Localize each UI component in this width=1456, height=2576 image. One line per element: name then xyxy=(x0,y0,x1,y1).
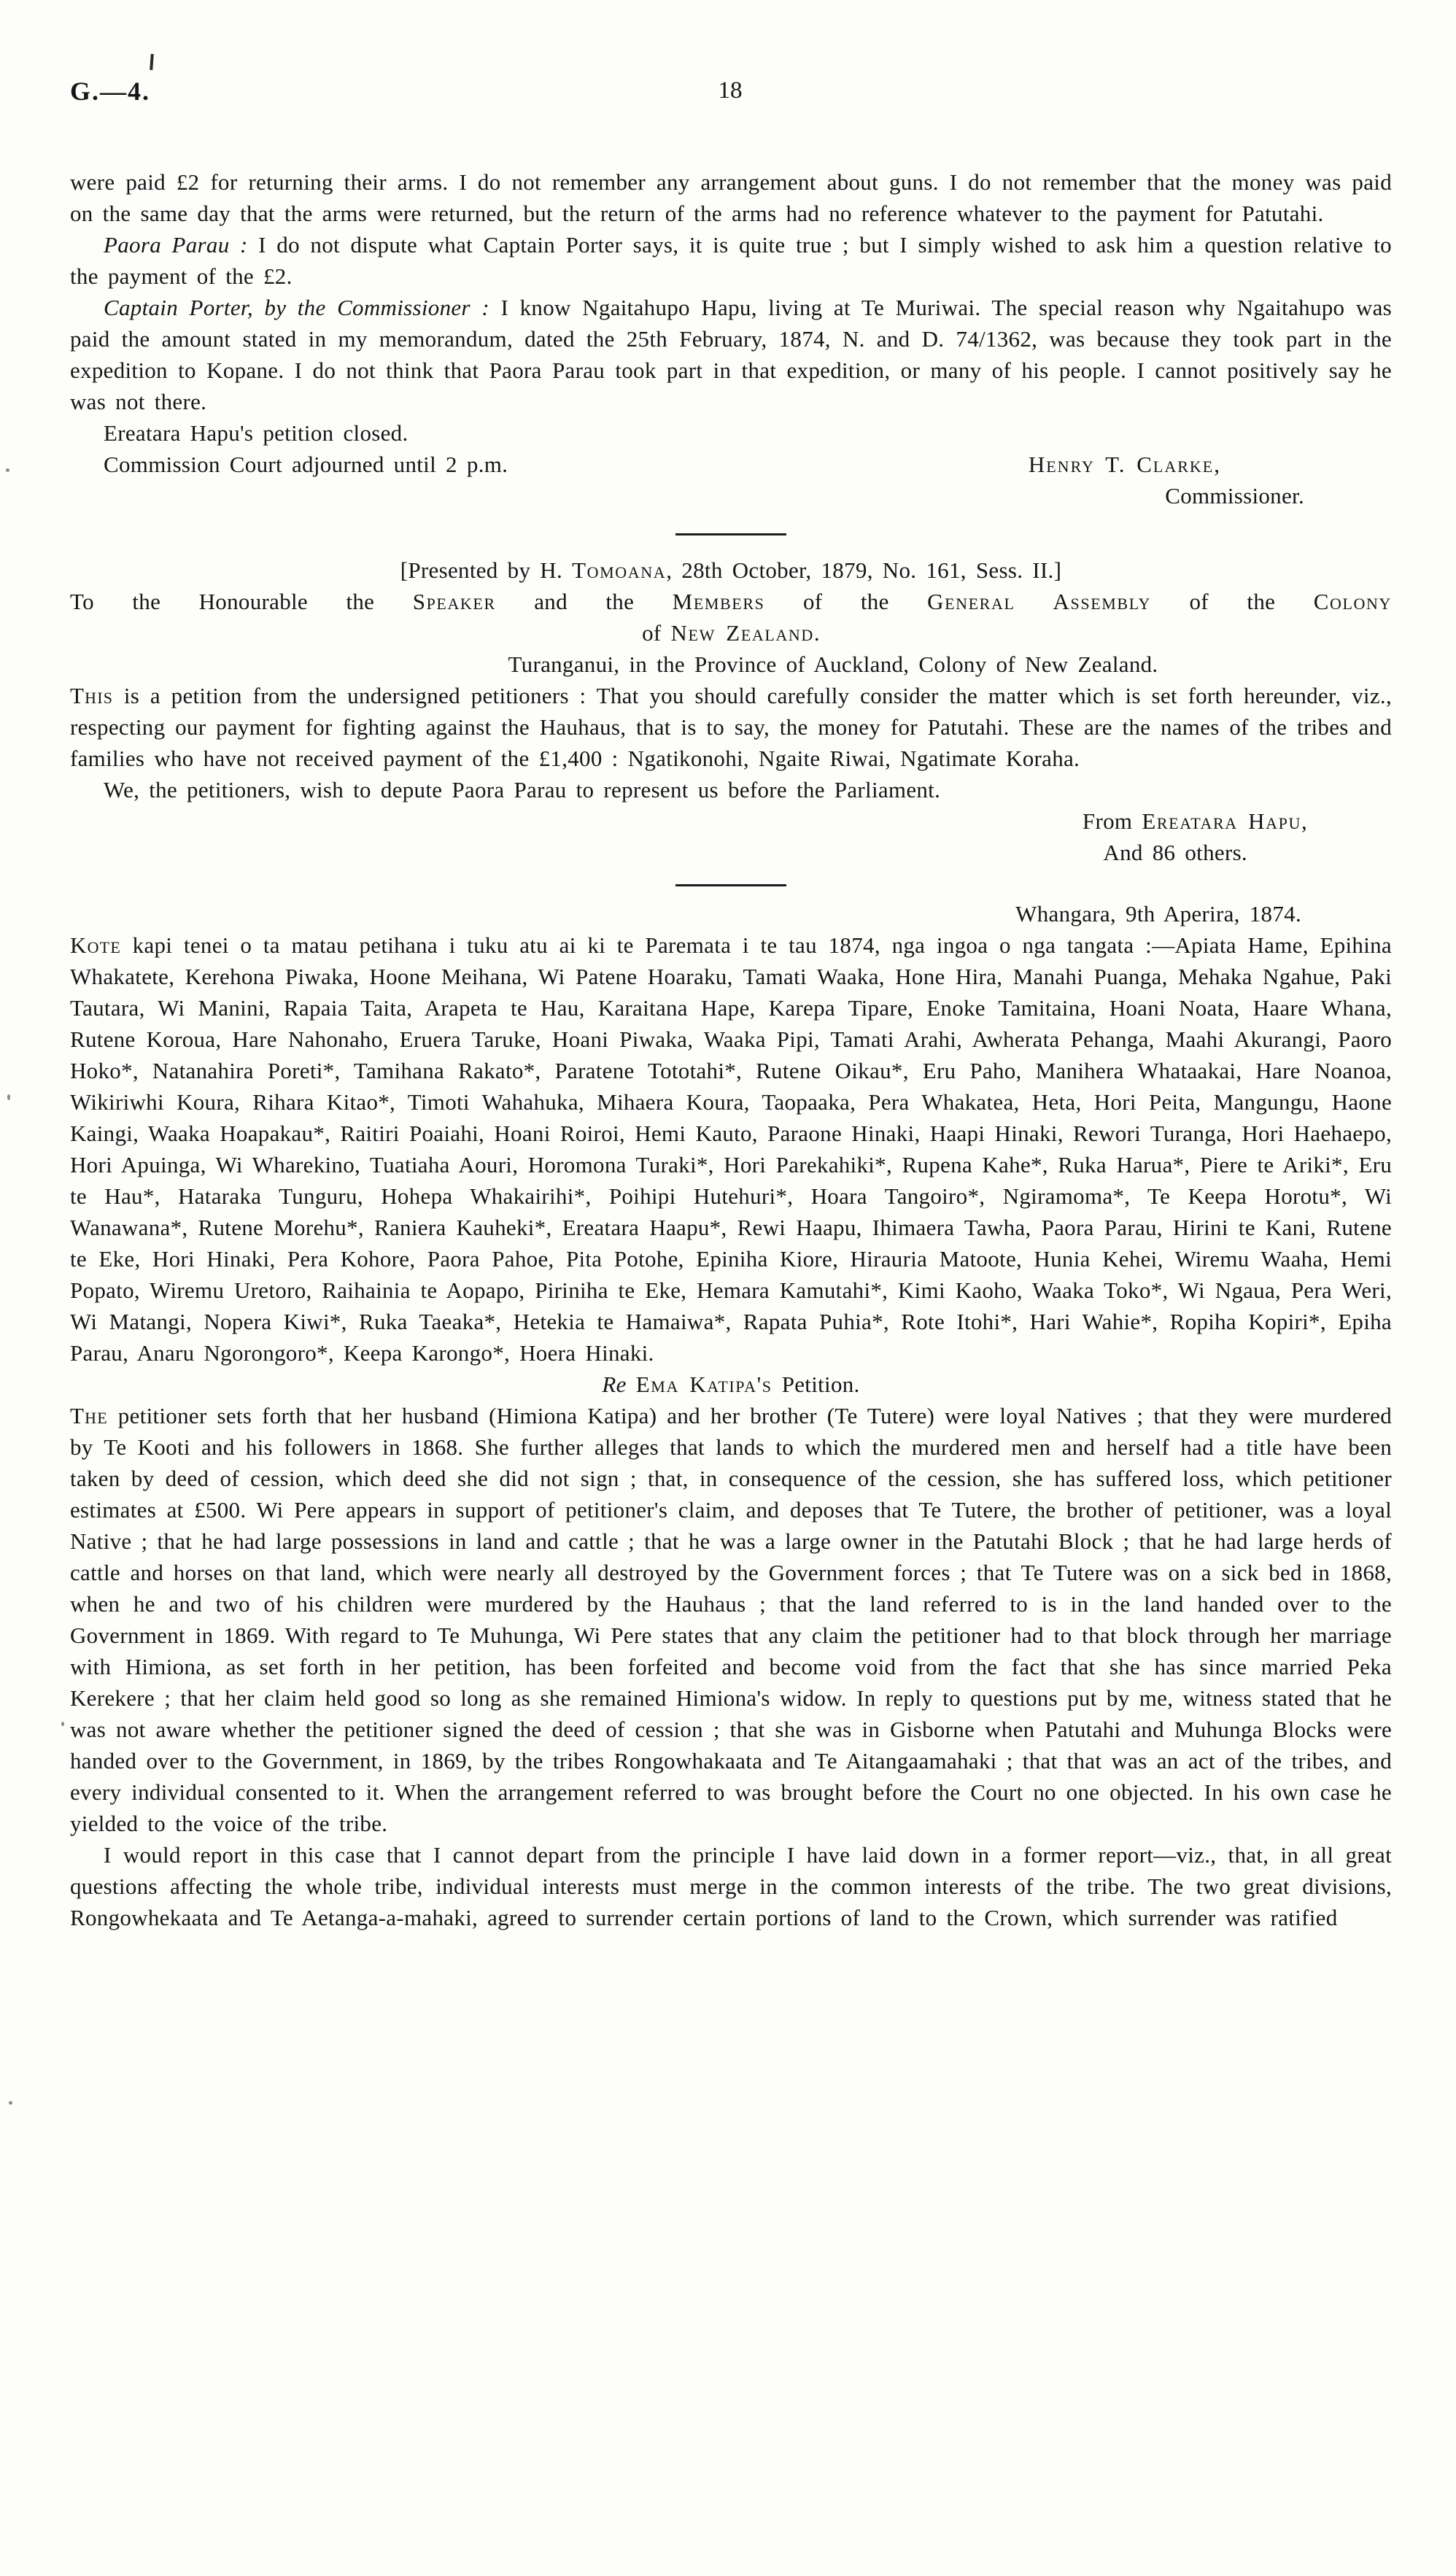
scan-artifact xyxy=(150,54,154,70)
salutation-general-assembly: General Assembly xyxy=(927,589,1152,614)
heading-petitioner-name: Ema Katipa's xyxy=(635,1372,772,1397)
petition-date-line: Whangara, 9th Aperira, 1874. xyxy=(1015,901,1301,927)
scan-artifact xyxy=(9,2101,12,2105)
salutation-colony: Colony xyxy=(1313,589,1392,614)
section-heading-ema-katipa xyxy=(70,1369,1392,1400)
salutation-line-2 xyxy=(70,617,1392,649)
maori-petition-signatories-paragraph xyxy=(70,929,1392,1369)
section-divider-rule xyxy=(675,884,786,886)
speaker-name-paora-parau: Paora Parau : xyxy=(104,232,248,258)
paora-parau-statement-text: I do not dispute what Captain Porter says, it is quite true ; but I simply wished to ask him a question relative to the payment of the £2. xyxy=(70,232,1392,289)
presented-prefix: [Presented by H. xyxy=(400,557,573,583)
salutation-speaker: Speaker xyxy=(412,589,496,614)
adjournment-and-signature-row xyxy=(70,449,1392,480)
page-number: 18 xyxy=(718,77,743,104)
petition-place-line: Turanganui, in the Province of Auckland, Colony of New Zealand. xyxy=(508,651,1158,677)
presented-suffix: , 28th October, 1879, No. 161, Sess. II.] xyxy=(666,557,1062,583)
salutation-new-zealand: New Zealand xyxy=(670,620,814,646)
petition-others-line: And 86 others. xyxy=(1103,840,1247,865)
maori-petition-lead: Kote xyxy=(70,932,121,958)
salutation-text: . xyxy=(813,620,820,646)
section-divider-rule xyxy=(675,533,786,535)
report-lead: The xyxy=(70,1403,108,1428)
petition-closed-line: Ereatara Hapu's petition closed. xyxy=(104,420,408,446)
scan-artifact xyxy=(6,468,9,472)
petition-body-text: is a petition from the undersigned petitioners : That you should carefully consider the matter which is set forth hereunder, viz., respecting our payment for fighting against the Hauhaus, that is to say, the money for Patutahi. These are the names of the tribes and families who have not received payment of the £1,400 : Ngatikonohi, Ngaite Riwai, Ngatimate Koraha. xyxy=(70,683,1392,771)
scan-artifact xyxy=(7,1094,10,1100)
commissioner-signature-title: Commissioner. xyxy=(1165,483,1304,508)
presenter-name: Tomoana xyxy=(572,557,667,583)
salutation-text: To the Honourable the xyxy=(70,589,413,614)
captain-porter-statement-text: I know Ngaitahupo Hapu, living at Te Muriwai. The special reason why Ngaitahupo was paid the amount stated in my memorandum, dated the 25th February, 1874, N. and D. 74/1362, was because they took part in the expedition to Kopane. I do not think that Paora Parau took part in that expedition, or many of his people. I cannot positively say he was not there. xyxy=(70,295,1392,414)
from-comma: , xyxy=(1301,808,1307,834)
salutation-members: Members xyxy=(672,589,765,614)
salutation-line-1 xyxy=(70,586,1392,617)
heading-re: Re xyxy=(602,1372,636,1397)
presented-by-line xyxy=(70,554,1392,586)
ema-katipa-report-paragraph xyxy=(70,1400,1392,1839)
from-prefix: From xyxy=(1082,808,1142,834)
depute-line: We, the petitioners, wish to depute Paora Parau to represent us before the Parliament. xyxy=(104,777,941,802)
page-body xyxy=(70,166,1392,1933)
court-adjourned-line: Commission Court adjourned until 2 p.m. xyxy=(104,452,508,477)
document-reference: G.—4. xyxy=(70,77,151,106)
captain-porter-statement xyxy=(70,292,1392,417)
scan-artifact xyxy=(61,1722,64,1726)
commissioner-closing-paragraph: I would report in this case that I cannot depart from the principle I have laid down in a former report—viz., that, in all great questions affecting the whole tribe, individual interests must merge in the common interests of the tribe. The two great divisions, Rongowhekaata and Te Aetanga-a-mahaki, agreed to surrender certain portions of land to the Crown, which surrender was ratified xyxy=(70,1842,1392,1930)
speaker-name-captain-porter: Captain Porter, by the Commissioner : xyxy=(104,295,489,320)
from-name-ereatara-hapu: Ereatara Hapu xyxy=(1142,808,1301,834)
petition-from-line xyxy=(70,805,1392,837)
salutation-text: of xyxy=(642,620,671,646)
commissioner-signature-name: Henry T. Clarke, xyxy=(1028,452,1221,477)
heading-rest: Petition. xyxy=(772,1372,860,1397)
report-body-text: petitioner sets forth that her husband (Himiona Katipa) and her brother (Te Tutere) were loyal Natives ; that they were murdered by Te Kooti and his followers in 1868. She further alleges that lands to which the murdered men and herself had a title have been taken by deed of cession, which deed she did not sign ; that, in consequence of the cession, she has suffered loss, which petitioner estimates at £500. Wi Pere appears in support of petitioner's claim, and deposes that Te Tutere, the brother of petitioner, was a loyal Native ; that he had large possessions in land and cattle ; that he was a large owner in the Patutahi Block ; that he had large herds of cattle and horses on that land, which were nearly all destroyed by the Government forces ; that Te Tutere was on a sick bed in 1868, when he and two of his children were murdered by the Hauhaus ; that the land referred to is in the land handed over to the Government in 1869. With regard to Te Muhunga, Wi Pere states that any claim the petitioner had to that block through her marriage with Himiona, as set forth in her petition, has been forfeited and become void from the fact that she has since married Peka Kerekere ; that her claim held good so long as she remained Himiona's widow. In reply to questions put by me, witness stated that he was not aware whether the petitioner signed the deed of cession ; that she was in Gisborne when Patutahi and Muhunga Blocks were handed over to the Government, in 1869, by the tribes Rongowhakaata and Te Aitangaamahaki ; that that was an act of the tribes, and every individual consented to it. When the arrangement referred to was brought before the Court no one objected. In his own case he yielded to the voice of the tribe. xyxy=(70,1403,1392,1836)
petition-body-lead: This xyxy=(70,683,114,708)
paora-parau-statement xyxy=(70,229,1392,292)
deposition-continuation-paragraph: were paid £2 for returning their arms. I do not remember any arrangement about guns. I do not remember that the money was paid on the same day that the arms were returned, but the return of the arms had no reference whatever to the payment for Patutahi. xyxy=(70,169,1392,226)
salutation-text: and the xyxy=(495,589,673,614)
salutation-text: of the xyxy=(764,589,928,614)
maori-petition-names-text: kapi tenei o ta matau petihana i tuku atu ai ki te Paremata i te tau 1874, nga ingoa o nga tangata :—Apiata Hame, Epihina Whakatete, Kerehona Piwaka, Hoone Meihana, Wi Patene Hoaraku, Tamati Waaka, Hone Hira, Manahi Puanga, Mehaka Ngahue, Paki Tautara, Wi Manini, Rapaia Taita, Arapeta te Hau, Karaitana Hape, Karepa Tipare, Enoke Tamitaina, Hoani Noata, Haare Whana, Rutene Koroua, Hare Nahonaho, Eruera Taruke, Hoani Piwaka, Waaka Pipi, Tamati Arahi, Awherata Pehanga, Maahi Akurangi, Paoro Hoko*, Natanahira Poreti*, Tamihana Rakato*, Paratene Tototahi*, Rutene Oikau*, Eru Paho, Manihera Whataakai, Hare Noanoa, Wikiriwhi Koura, Rihara Kitao*, Timoti Wahahuka, Mihaera Koura, Taopaaka, Pera Whakatea, Heta, Hori Peita, Mangungu, Haone Kaingi, Waaka Hoapakau*, Raitiri Poaiahi, Hoani Roiroi, Hemi Kauto, Paraone Hinaki, Haapi Hinaki, Rewori Turanga, Hori Haehaepo, Hori Apuinga, Wi Wharekino, Tuatiaha Aouri, Horomona Turaki*, Hori Parekahiki*, Rupena Kahe*, Ruka Harua*, Piere te Ariki*, Eru te Hau*, Hataraka Tunguru, Hohepa Whakairihi*, Poihipi Hutehuri*, Hoara Tangoiro*, Ngiramoma*, Te Keepa Horotu*, Wi Wanawana*, Rutene Morehu*, Raniera Kauheki*, Ereatara Haapu*, Rewi Haapu, Ihimaera Tawha, Paora Parau, Hirini te Kani, Rutene te Eke, Hori Hinaki, Pera Kohore, Paora Pahoe, Pita Potohe, Epiniha Kiore, Hirauria Matoote, Hunia Kehei, Wiremu Waaha, Hemi Popato, Wiremu Uretoro, Raihainia te Aopapo, Piriniha te Eke, Hemara Kamutahi*, Kimi Kaoho, Waaka Toko*, Wi Ngaua, Pera Weri, Wi Matangi, Nopera Kiwi*, Ruka Taeaka*, Hetekia te Hamaiwa*, Rapata Puhia*, Rote Itohi*, Hari Wahie*, Ropiha Kopiri*, Epiha Parau, Anaru Ngorongoro*, Keepa Karongo*, Hoera Hinaki. xyxy=(70,932,1392,1366)
page-header xyxy=(70,76,1390,109)
petition-body-paragraph xyxy=(70,680,1392,774)
salutation-text: of the xyxy=(1151,589,1314,614)
